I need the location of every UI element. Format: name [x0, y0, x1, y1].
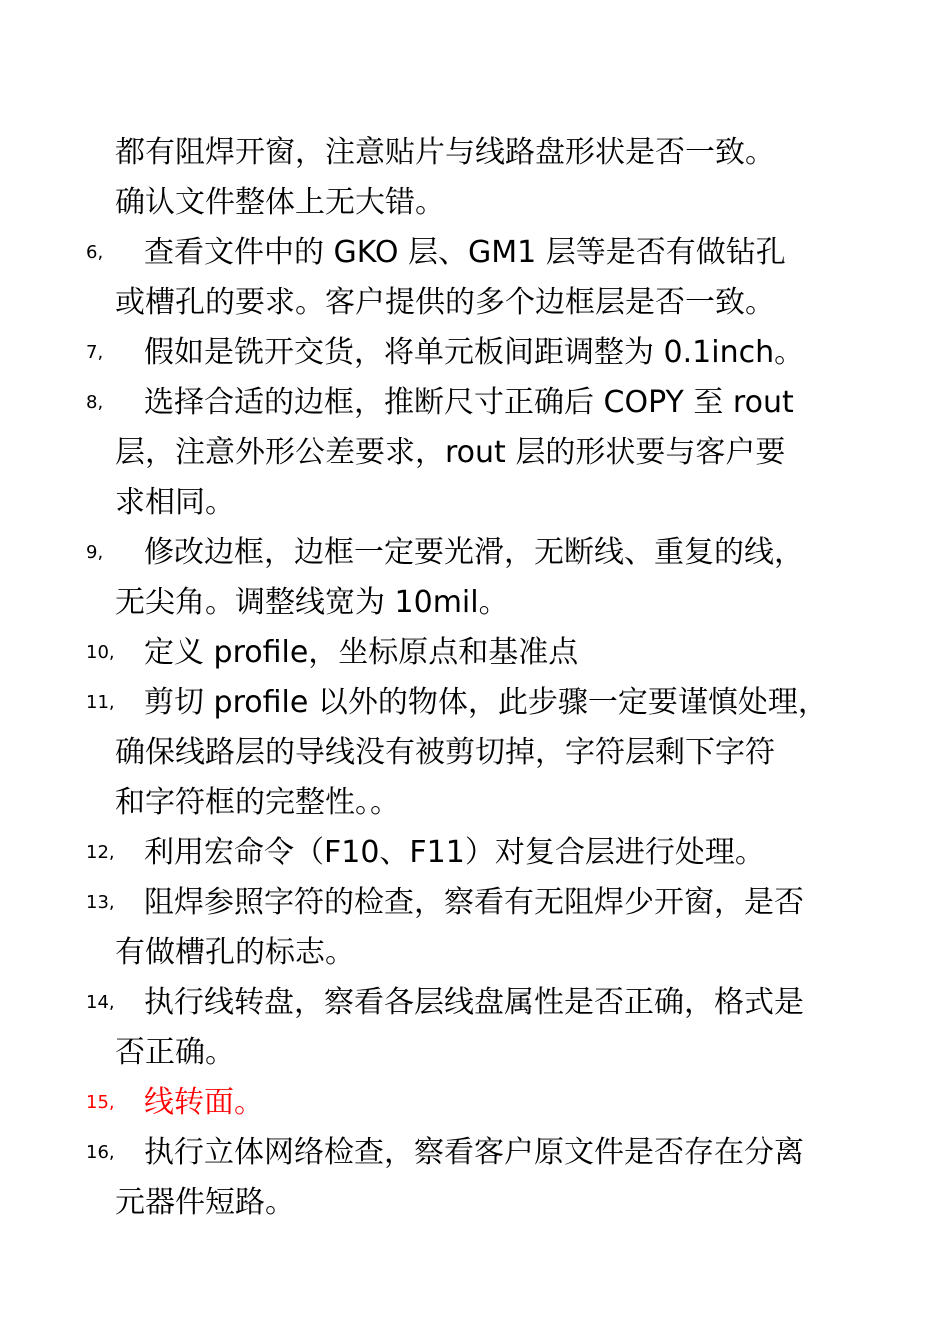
list-item-11-line-3: 和字符框的完整性。。 [115, 785, 400, 820]
list-item-marker-8: 8, [86, 392, 104, 413]
list-item-marker-13: 13, [86, 892, 115, 913]
list-item-8-line-2: 层，注意外形公差要求，rout 层的形状要与客户要 [115, 435, 786, 470]
list-item-6-line-2: 或槽孔的要求。客户提供的多个边框层是否一致。 [115, 285, 775, 320]
list-item-9-line-1: 修改边框，边框一定要光滑，无断线、重复的线， [144, 535, 804, 570]
list-item-marker-9: 9, [86, 542, 104, 563]
list-item-7-line-1: 假如是铣开交货，将单元板间距调整为 0.1inch。 [144, 335, 805, 370]
list-item-10-line-1: 定义 profile，坐标原点和基准点 [144, 635, 579, 670]
list-item-marker-12: 12, [86, 842, 115, 863]
list-item-marker-10: 10, [86, 642, 115, 663]
list-item-13-line-2: 有做槽孔的标志。 [115, 935, 355, 970]
list-item-marker-15: 15, [86, 1092, 115, 1113]
list-item-marker-7: 7, [86, 342, 104, 363]
list-item-8-line-1: 选择合适的边框，推断尺寸正确后 COPY 至 rout [144, 385, 794, 420]
list-item-marker-6: 6, [86, 242, 104, 263]
list-item-15-line-1: 线转面。 [144, 1085, 264, 1120]
list-item-marker-14: 14, [86, 992, 115, 1013]
list-item-marker-11: 11, [86, 692, 115, 713]
list-item-14-line-2: 否正确。 [115, 1035, 235, 1070]
list-item-16-line-2: 元器件短路。 [115, 1185, 295, 1220]
list-item-12-line-1: 利用宏命令（F10、F11）对复合层进行处理。 [144, 835, 765, 870]
list-item-14-line-1: 执行线转盘，察看各层线盘属性是否正确，格式是 [144, 985, 804, 1020]
list-item-9-line-2: 无尖角。调整线宽为 10mil。 [115, 585, 509, 620]
continuation-line-1: 都有阻焊开窗，注意贴片与线路盘形状是否一致。 [115, 135, 775, 170]
list-item-6-line-1: 查看文件中的 GKO 层、GM1 层等是否有做钻孔 [144, 235, 786, 270]
list-item-marker-16: 16, [86, 1142, 115, 1163]
list-item-16-line-1: 执行立体网络检查，察看客户原文件是否存在分离 [144, 1135, 804, 1170]
continuation-line-2: 确认文件整体上无大错。 [115, 185, 445, 220]
list-item-11-line-2: 确保线路层的导线没有被剪切掉，字符层剩下字符 [115, 735, 775, 770]
list-item-13-line-1: 阻焊参照字符的检查，察看有无阻焊少开窗，是否 [144, 885, 804, 920]
list-item-11-line-1: 剪切 profile 以外的物体，此步骤一定要谨慎处理， [144, 685, 828, 720]
list-item-8-line-3: 求相同。 [115, 485, 235, 520]
